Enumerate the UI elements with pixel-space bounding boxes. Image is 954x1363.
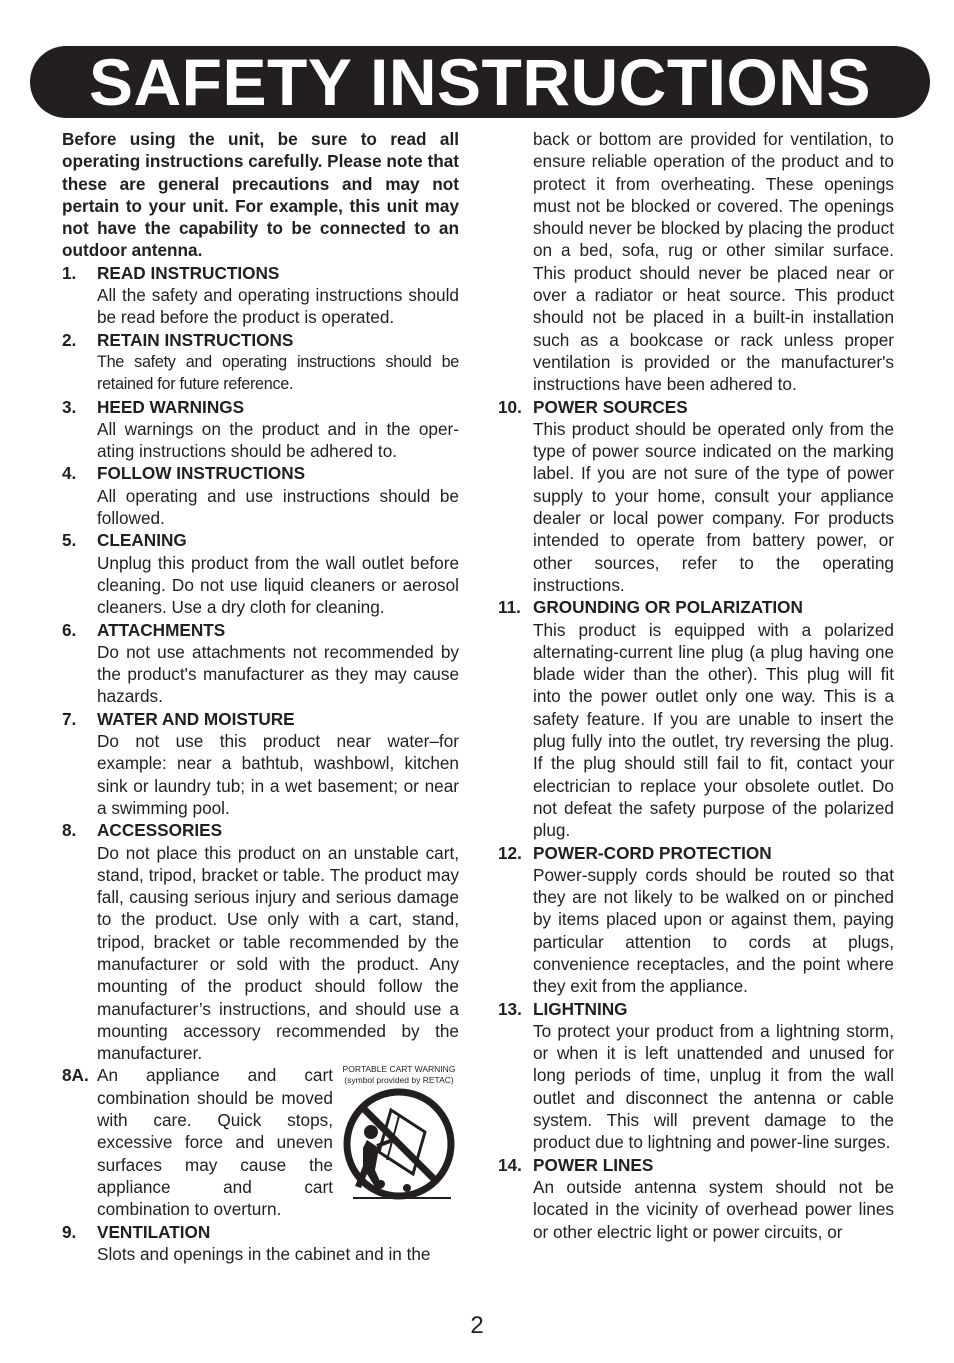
page-title: SAFETY INSTRUCTIONS: [88, 45, 871, 119]
item-number: 8A.: [62, 1065, 89, 1086]
item-number: 6.: [62, 619, 77, 640]
item-number: 4.: [62, 463, 77, 484]
instruction-item-14: [498, 1154, 894, 1243]
item-text: All the safety and operating instructions should be read before the product is operated.: [97, 285, 459, 328]
item-heading: WATER AND MOISTURE: [97, 708, 295, 729]
item-heading: ACCESSORIES: [97, 820, 223, 841]
item-number: 2.: [62, 329, 77, 350]
item-number: 8.: [62, 820, 77, 841]
instruction-item-10: [498, 396, 894, 597]
cart-warning-caption: PORTABLE CART WARNING: [342, 1064, 456, 1075]
item-heading: ATTACHMENTS: [97, 619, 226, 640]
item-number: 5.: [62, 530, 77, 551]
item-heading: GROUNDING OR POLARIZATION: [533, 597, 803, 618]
no-cart-tip-over-icon: [341, 1088, 457, 1204]
item-heading: READ INSTRUCTIONS: [97, 262, 280, 283]
item-text: The safety and operating instructions should be retained for future reference.: [97, 352, 459, 394]
item-heading: POWER SOURCES: [533, 396, 688, 417]
cart-warning-figure: [339, 1064, 459, 1220]
instruction-item-11: [498, 596, 894, 841]
instruction-item-13: [498, 998, 894, 1154]
item-heading: FOLLOW INSTRUCTIONS: [97, 463, 306, 484]
instruction-item-6: [62, 619, 459, 708]
item-number: 1.: [62, 262, 77, 283]
item-number: 12.: [498, 842, 522, 863]
instruction-item-12: [498, 842, 894, 998]
item-text: Unplug this product from the wall outlet before cleaning. Do not use liquid cleaners or aerosol cleaners. Use a dry cloth for cleaning.: [97, 552, 459, 618]
item-number: 11.: [498, 597, 521, 618]
item-heading: VENTILATION: [97, 1221, 211, 1242]
item-9-continued-text: back or bottom are provided for ventilation, to ensure reliable operation of the product and to protect it from overheating. These openings must not be blocked or covered. The openings should never be blocked by placing the product on a bed, sofa, rug or other similar surface. This product should never be placed near or over a radiator or heat source. This product should not be placed in a built-in installation such as a bookcase or rack unless proper ventilation is provided or the manufacturer's instructions have been adhered to.: [533, 129, 894, 395]
item-heading: CLEANING: [97, 530, 187, 551]
item-text: All warnings on the product and in the oper-ating instructions should be adhered to.: [97, 418, 459, 462]
right-column: [498, 128, 894, 1243]
item-heading: LIGHTNING: [533, 998, 628, 1019]
item-number: 13.: [498, 998, 522, 1019]
instruction-item-2: [62, 329, 459, 396]
item-number: 14.: [498, 1154, 522, 1175]
instruction-item-3: [62, 396, 459, 463]
item-heading: RETAIN INSTRUCTIONS: [97, 329, 294, 350]
item-text: This product should be operated only from the type of power source indicated on the marking label. If you are not sure of the type of power supply to your home, consult your appliance dealer or local power company. For products intended to operate from battery power, or other sources, refer to the operating instructions.: [533, 418, 894, 595]
instruction-item-7: [62, 708, 459, 819]
intro-paragraph: Before using the unit, be sure to read all operating instructions carefully. Please note that these are general precautions and may not pertain to your unit. For example, this unit may not have the capability to be connected to an outdoor antenna.: [62, 129, 459, 261]
cart-warning-credit: (symbol provided by RETAC): [344, 1074, 454, 1085]
item-text: All operating and use instructions should be followed.: [97, 485, 459, 529]
item-text: An appliance and cart combination should be moved with care. Quick stops, excessive force and uneven surfaces may cause the appliance and cart combination to overturn.: [97, 1065, 333, 1220]
item-text: Power-supply cords should be routed so that they are not likely to be walked on or pinched by items placed upon or against them, paying particular attention to cords at plugs, convenience receptacles, and the point where they exit from the appliance.: [533, 864, 894, 997]
item-text: Do not use this product near water–for example: near a bathtub, washbowl, kitchen sink or laundry tub; in a wet basement; or near a swimming pool.: [97, 731, 459, 818]
instruction-item-9: [62, 1221, 459, 1266]
item-number: 7.: [62, 708, 77, 729]
instruction-item-5: [62, 529, 459, 618]
item-heading: POWER LINES: [533, 1154, 654, 1175]
item-heading: POWER-CORD PROTECTION: [533, 842, 772, 863]
item-number: 9.: [62, 1221, 77, 1242]
left-column: [62, 128, 459, 1265]
page-number: 2: [470, 1312, 484, 1339]
item-text: This product is equipped with a polarized alternating-current line plug (a plug having one blade wider than the other). This plug will fit into the power outlet only one way. This is a safety feature. If you are unable to insert the plug fully into the outlet, try reversing the plug. If the plug should still fail to fit, contact your electrician to replace your obsolete outlet. Do not defeat the safety purpose of the polarized plug.: [533, 619, 894, 841]
title-banner: [30, 46, 930, 118]
item-text: Do not place this product on an unstable cart, stand, tripod, bracket or table. The product may fall, causing serious injury and serious damage to the product. Use only with a cart, stand, tripod, bracket or table recommended by the manufacturer or sold with the product. Any mounting of the product should follow the manufacturer’s instructions, and should use a mounting accessory recommended by the manufacturer.: [97, 842, 459, 1064]
instruction-item-1: [62, 262, 459, 329]
instruction-item-8a: [62, 1064, 459, 1220]
item-text: Slots and openings in the cabinet and in the: [97, 1243, 431, 1264]
item-text: To protect your product from a lightning storm, or when it is left unattended and unused for long periods of time, unplug it from the wall outlet and disconnect the antenna or cable system. This will prevent damage to the product due to lightning and power-line surges.: [533, 1020, 894, 1153]
item-text: Do not use attachments not recommended by the product's manufacturer as they may cause hazards.: [97, 641, 459, 707]
item-heading: HEED WARNINGS: [97, 396, 245, 417]
instruction-item-8: [62, 819, 459, 1064]
instruction-item-4: [62, 462, 459, 529]
item-text: An outside antenna system should not be located in the vicinity of overhead power lines or other electric light or power circuits, or: [533, 1176, 894, 1242]
item-number: 10.: [498, 396, 522, 417]
item-number: 3.: [62, 396, 77, 417]
